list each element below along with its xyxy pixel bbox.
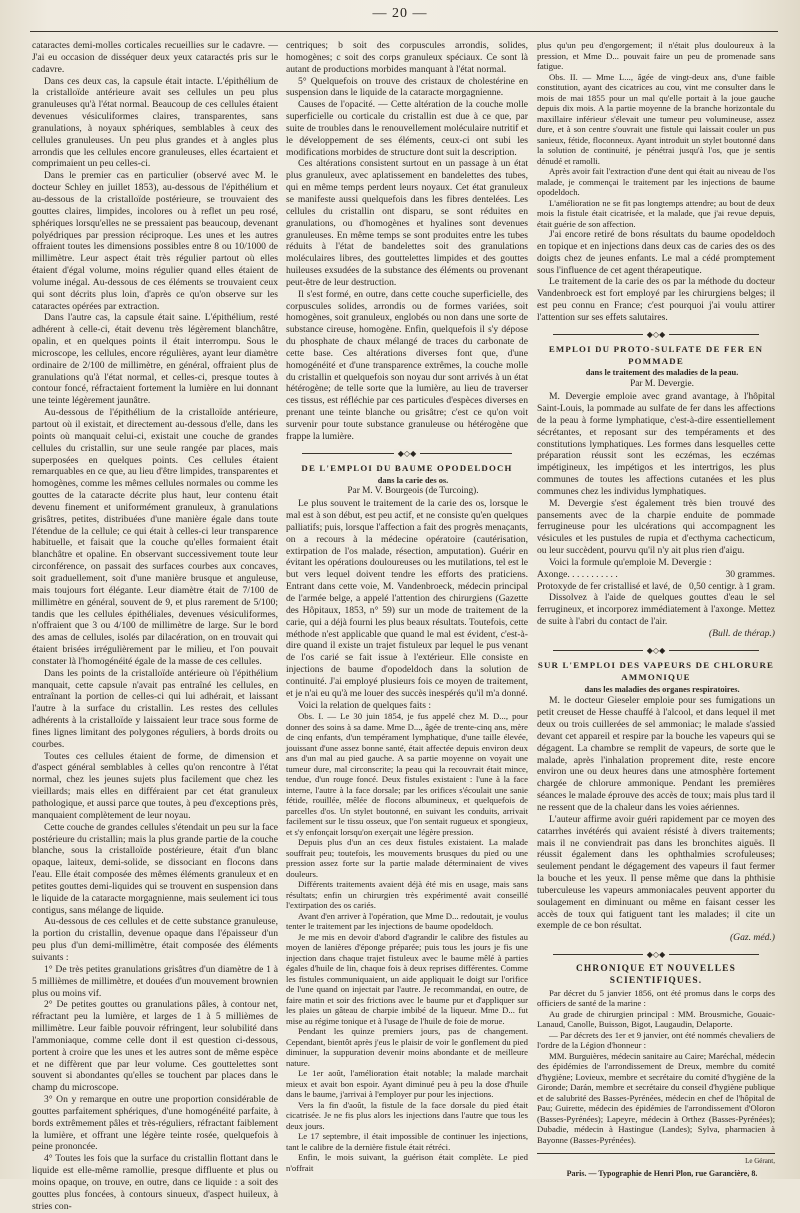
- observation-paragraph: Différents traitements avaient déjà été mis en usage, mais sans résultats; enfin un chirurgien très expérimenté avait conseillé l'extirpation des os cariés.: [286, 879, 528, 911]
- paragraph: Dans le premier cas en particulier (observé avec M. le docteur Schley en juillet 1853), au-dessous de l'épithélium et au-dessous de la cristalloïde postérieure, se trouvaient des gouttes claires, limpides, incolores ou à reflet un peu rosé, sphériques lorsqu'elles ne se pressaient pas beaucoup, devenant polyédriques par pression réciproque. Les unes et les autres offraient toutes les dimensions possibles entre 8 ou 10/1000 de millimètre. Leur aspect était très régulier partout où elles étaient d'égal volume, moins régulier quand elles étaient de volume inégal. Au-dessous de ces éléments se trouvaient ceux qui sont décrits plus loin, d'après ce qu'on observe sur les cataractes opérées par extraction.: [32, 170, 278, 312]
- header-rule: [30, 31, 778, 32]
- paragraph: centriques; b soit des corpuscules arrondis, solides, homogènes; c soit des corps granuleux spéciaux. Ce sont là autant de productions morbides manquant à l'état normal.: [286, 40, 528, 75]
- paragraph: Voici la relation de quelques faits :: [298, 699, 432, 711]
- observation-paragraph: Avant d'en arriver à l'opération, que Mme D... redoutait, je voulus tenter le traitement par les injections de baume opodeldoch.: [286, 910, 528, 932]
- section-title: EMPLOI DU PROTO-SULFATE DE FER EN POMMADE: [548, 343, 764, 366]
- paragraph: 3° On y remarque en outre une proportion considérable de gouttes parfaitement sphériques, d'une homogénéité parfaite, à bords extrêmement pâles et très-réguliers, réfractant faiblement la lumière, et offrant une légère teinte rosée, quelquefois à peine prononcée.: [32, 1094, 278, 1153]
- paragraph: Au-dessous de ces cellules et de cette substance granuleuse, la portion du cristallin, devenue opaque dans l'épaisseur d'un peu plus d'un demi-millimètre, était composée des éléments suivants :: [32, 916, 278, 963]
- section-ornament: ◆◇◆: [553, 329, 759, 339]
- manager-label: Le Gérant,: [745, 1157, 775, 1166]
- section-subtitle: dans le traitement des maladies de la peau.: [585, 368, 739, 378]
- paragraph: Le traitement de la carie des os par la méthode du docteur Vandenbroeck est fort employé par les chirurgiens belges; il est peu connu en France; c'est pourquoi j'ai voulu attirer l'attention sur ses effets salutaires.: [537, 276, 775, 323]
- observation-paragraph: Enfin, le mois suivant, la guérison était complète. Le pied n'offrait: [286, 1152, 528, 1173]
- formula-quantity: 30 grammes.: [725, 568, 775, 580]
- paragraph: Dissolvez à l'aide de quelques gouttes d'eau le sel ferrugineux, et incorporez immédiatement à l'axonge. Mettez de suite à l'abri du contact de l'air.: [537, 592, 775, 628]
- paragraph: Voici la formule qu'emploie M. Devergie :: [549, 556, 712, 568]
- observation-paragraph: Depuis plus d'un an ces deux fistules existaient. La malade souffrait peu; toutefois, les mouvements brusques du pied ou une pression assez forte sur la partie malade déterminaient de vives douleurs.: [286, 837, 528, 879]
- article-author: Par M. V. Bourgeois (de Turcoing).: [347, 486, 479, 497]
- paragraph: Par décret du 5 janvier 1856, ont été promus dans le corps des officiers de santé de la marine :: [537, 987, 775, 1009]
- paragraph: M. le docteur Gieseler emploie pour ses fumigations un petit creuset de Hesse chauffé à l'alcool, et dans lequel il met deux ou trois cuillerées de sel ammoniac; le malade s'assied devant cet appareil et respire par la bouche les vapeurs qui se dégagent. La chambre se remplit de vapeurs, de sorte que le malade, après l'inhalation proprement dite, reste encore environ une ou deux heures dans une atmosphère fortement chargée de chlorure ammonique. Pendant les premières séances le malade éprouve des accès de toux; mais plus tard il ne ressent que de la chaleur dans les voies aériennes.: [537, 695, 775, 813]
- section-title: CHRONIQUE ET NOUVELLES SCIENTIFIQUES.: [575, 964, 737, 986]
- section-ornament: ◆◇◆: [553, 645, 759, 655]
- paragraph: Au grade de chirurgien principal : MM. Brousmiche, Gouaic-Lanaud, Canolle, Buisson, Bigot, Laugaudin, Delaporte.: [537, 1008, 775, 1030]
- paragraph: L'auteur affirme avoir guéri rapidement par ce moyen des catarrhes invétérés qui avaient résisté à divers traitements; mais il ne conviendrait pas dans les bronchites aiguës. Il réussit également dans les ophthalmies scrofuleuses; seulement pendant le dégagement des vapeurs il faut fermer la bouche et les yeux. Il pense même que dans la phthisie tuberculeuse les vapeurs ammoniacales peuvent apporter du soulagement en diminuant ou même en faisant cesser les accès de toux qui fatiguent tant les malades; il cite un exemple de ce bon résultat.: [537, 813, 775, 932]
- paragraph: 2° De petites gouttes ou granulations pâles, à contour net, réfractant peu la lumière, et larges de 1 à 5 millièmes de millimètre. Leur faible pouvoir réfringent, leur solubilité dans l'ammoniaque, comme celle dont il est question ci-dessous, portent à croire que les unes et les autres sont de même espèce et ne diffèrent que par leur volume. Ces gouttelettes sont souvent si abondantes qu'elles se touchent par places dans le champ du microscope.: [32, 999, 278, 1094]
- paragraph: cataractes demi-molles corticales recueillies sur le cadavre. — J'ai eu occasion de disséquer deux yeux cataractés pris sur le cadavre.: [32, 40, 278, 75]
- paragraph: 5° Quelquefois on trouve des cristaux de cholestérine en suspension dans le liquide de la cataracte morgagnienne.: [286, 75, 528, 99]
- paragraph: 1° De très petites granulations grisâtres d'un diamètre de 1 à 5 millièmes de millimètre, et douées d'un mouvement brownien plus ou moins vif.: [32, 963, 278, 999]
- paragraph: Dans l'autre cas, la capsule était saine. L'épithélium, resté adhérent à celle-ci, était devenu très légèrement blanchâtre, opalin, et en quelques points il était interrompu. Sous le microscope, les cellules, encore régulières, ayant leur diamètre ordinaire de 2/100 de millimètre, en général, offraient plus de granulations qu'à l'état normal, et celles-ci, presque toutes à contour foncé, réfractaient fortement la lumière en lui donnant une teinte légèrement jaunâtre.: [32, 312, 278, 407]
- section-ornament: ◆◇◆: [553, 949, 759, 959]
- formula-line: [537, 581, 775, 593]
- observation-paragraph: Le 1er août, l'amélioration était notable; la malade marchait mieux et avait bon espoir. Ayant diminué peu à peu la dose d'huile dans le baume, j'arrivai à l'employer pur pour les injections.: [286, 1068, 528, 1100]
- paragraph: Le plus souvent le traitement de la carie des os, lorsque le mal est à son début, est peu actif, et ne consiste qu'en quelques palliatifs; puis, lorsque l'affection a fait des progrès menaçants, on a recours à la médecine opératoire (cautérisation, extirpation de l'os malade, résection, amputation). Guérir en évitant les opérations douloureuses ou les mutilations, tel est le but vers lequel doivent tendre les efforts des praticiens. Entrant dans cette voie, M. Vandenbroeck, médecin principal de l'armée belge, a appelé l'attention des chirurgiens (Gazette des Hôpitaux, 1853, n° 59) sur un mode de traitement de la carie, qui a déjà fourni les plus beaux résultats. Toutefois, cette méthode n'est applicable que quand le mal est évident, c'est-à-dire quand il existe un trajet fistuleux par lequel le pus venant de l'os carié se fait issue à l'extérieur. Elle consiste en injections de baume d'opodeldoch dans la solution de continuité. J'ai employé plusieurs fois ce moyen de traitement, et je n'ai eu qu'à me louer des succès inespérés qu'il m'a donné.: [286, 498, 528, 699]
- paragraph: MM. Burguières, médecin sanitaire au Caire; Maréchal, médecin des épidémies de l'arrondissement de Dreux, membre du comité d'hygiène; Lovieux, membre et secrétaire du comité d'hygiène de la Gironde; Darán, membre et secrétaire du conseil d'hygiène publique et de salubrité des Basses-Pyrénées, médecin en chef de l'hôpital de Pau; Guirette, médecin des épidémies de l'arrondissement d'Oloron (Basses-Pyrénées); Lapeyre, médecin à Orthez (Basses-Pyrénées); Dubadie, médecin à Hastingue (Landes); Sylva, pharmacien à Bayonne (Basses-Pyrénées).: [537, 1050, 775, 1145]
- paragraph: M. Devergie emploie avec grand avantage, à l'hôpital Saint-Louis, la pommade au sulfate de fer dans les affections de la peau à forme lymphatique, c'est-à-dire essentiellement sécrétantes, et reposant sur des tempéraments et des constitutions lymphatiques. Les formes dans lesquelles cette préparation réussit sont les eczémas, les eczémas impétigineux, les impétigos et les intertrigos, les plus communes de toutes les affections cutanées et les plus communes chez les individus lymphatiques.: [537, 391, 775, 497]
- observation-paragraph: Obs. II. — Mme L..., âgée de vingt-deux ans, d'une faible constitution, ayant des cicatrices au cou, vint me consulter dans le mois de mai 1855 pour un mal qu'elle portait à la joue gauche depuis dix mois. A la partie moyenne de la branche horizontale du maxillaire inférieur s'élevait une tumeur peu volumineuse, assez dure, et à son centre s'ouvrait une fistule qui laissait couler un pus sanieux, fétide, floconneux. Ayant introduit un stylet boutonné dans la solution de continuité, je pénétrai jusqu'à l'os, que je sentis dénudé et ramolli.: [537, 71, 775, 166]
- section-subtitle: dans les maladies des organes respiratoires.: [584, 684, 740, 694]
- page-number: — 20 —: [372, 6, 428, 21]
- column-middle: [286, 40, 528, 1172]
- observation-paragraph: Le 17 septembre, il était impossible de continuer les injections, tant le calibre de la dernière fistule était rétréci.: [286, 1131, 528, 1152]
- column-right: [537, 40, 775, 1179]
- formula-ingredient: Protoxyde de fer cristallisé et lavé, de: [537, 580, 682, 592]
- observation-paragraph: Après avoir fait l'extraction d'une dent qui était au niveau de l'os malade, je commençai le traitement par les injections de baume opodeldoch.: [537, 166, 775, 197]
- observation-paragraph: Je me mis en devoir d'abord d'agrandir le calibre des fistules au moyen de lanières d'éponge préparée; puis tous les jours je fis une injection dans chaque trajet fistuleux avec le baume mêlé à parties égales d'huile de lin, chaque fois à deux reprises différentes. Comme les fistules communiquaient, un aide appliquait le doigt sur l'orifice de l'une quand on injectait par l'autre. Je recommandai, en outre, de faire matin et soir des frictions avec le baume pur et d'appliquer sur les plaies un gâteau de charpie imbibé de la liqueur. Mme D... fut mise au régime tonique et à l'usage de l'huile de foie de morue.: [286, 931, 528, 1026]
- observation-paragraph: plus qu'un peu d'engorgement; il n'était plus douloureux à la pression, et Mme D... pouvait faire un peu de promenade sans fatigue.: [537, 40, 775, 71]
- paragraph: M. Devergie s'est également très bien trouvé des pansements avec de la charpie enduite de pommade ferrugineuse pour les ulcérations qui accompagnent les vésicules et les pustules de rupia et d'ecthyma cachecticum, ou leur succèdent, pourvu qu'il n'y ait plus rien d'aigu.: [537, 497, 775, 557]
- paragraph: Au-dessous de l'épithélium de la cristalloïde antérieure, partout où il existait, et directement au-dessous d'elle, dans les points où manquait celui-ci, existait une couche de grandes cellules du cristallin, sur une seule rangée par places, mais superposées en quelques points. Ces cellules étaient remarquables en ce que, au lieu d'être limpides, transparentes et homogènes, comme les mêmes cellules normales ou comme les gouttes de la cataracte décrite plus haut, leur contenu était devenu finement et uniformément granuleux, à granulations grisâtres, petites, distribuées d'une manière égale dans toute l'étendue de la cellule; ce qui était à celles-ci leur transparence habituelle, et faisait que la couche qu'elles formaient était blanchâtre et opaline. En observant successivement toute leur circonférence, on passait des surfaces courbes aux concaves, soit graduellement, soit d'une manière brusque et anguleuse, mais toujours fort élégante. Leur diamètre était de 7/100 de millimètre en général, souvent de 9, et plus rarement de 5/100; tandis que les cellules épithéliales, devenues vésiculiformes, n'offraient que 3 ou 4/100 de millimètre de large. Sur le bord des amas de cellules, isolés par dilacération, on en trouvait qui étaient brisées irrégulièrement par le milieu, et l'on pouvait constater là l'homogénéité égale de la masse de ces cellules.: [32, 407, 278, 667]
- section-title: DE L'EMPLOI DU BAUME OPODELDOCH: [301, 462, 513, 473]
- paragraph: Cette couche de grandes cellules s'étendait un peu sur la face postérieure du cristallin; mais la plus grande partie de la couche blanche, sous la cristalloïde postérieure, était d'un blanc opaque, laiteux, demi-solide, se dissociant en flocons dans l'eau. Elle était composée des mêmes éléments granuleux et en petites gouttes demi-liquides qui se trouvent en suspension dans le liquide de la cataracte morgagnienne, mais seulement ici tous contigus, sans mélange de liquide.: [32, 821, 278, 916]
- section-title: SUR L'EMPLOI DES VAPEURS DE CHLORURE AMMONIQUE: [537, 659, 775, 682]
- formula-line: [537, 569, 775, 581]
- formula-quantity: 0,50 centigr. à 1 gram.: [688, 580, 775, 592]
- observation-paragraph: Vers la fin d'août, la fistule de la face dorsale du pied était cicatrisée. Je ne fis plus alors les injections dans l'autre que tous les deux jours.: [286, 1099, 528, 1131]
- paragraph: J'ai encore retiré de bons résultats du baume opodeldoch en topique et en injections dans deux cas de caries des os des doigts chez de jeunes enfants. Le mal a cédé promptement sous l'influence de cet agent thérapeutique.: [537, 229, 775, 276]
- observation-paragraph: L'amélioration ne se fit pas longtemps attendre; au bout de deux mois la fistule était cicatrisée, et la malade, que j'ai revue depuis, était guérie de son affection.: [537, 197, 775, 229]
- paragraph: Causes de l'opacité. — Cette altération de la couche molle superficielle ou corticale du cristallin est due à ce que, par suite de troubles dans le renouvellement moléculaire nutritif et le développement de ses éléments, ceux-ci ont subi les modifications morbides de structure dont suit la description.: [286, 99, 528, 158]
- source-reference: (Gaz. méd.): [729, 932, 775, 944]
- observation-paragraph: Obs. I. — Le 30 juin 1854, je fus appelé chez M. D..., pour donner des soins à sa dame. Mme D..., âgée de trente-cinq ans, mère de cinq enfants, d'un tempérament lymphatique, d'une taille élevée, jouissant d'une assez bonne santé, était affectée depuis environ deux ans d'un mal au pied gauche. A sa partie moyenne on voyait une tumeur dure, mal circonscrite; la peau qui la recouvrait était mince, tendue, d'un rouge foncé. Deux fistules existaient : l'une à la face interne, l'autre à la face dorsale; par les orifices s'écoulait une sanie fétide, rouillée, mêlée de flocons albumineux, et quelquefois de parcelles d'os. Un stylet boutonné, en suivant les conduits, arrivait facilement sur le tissu osseux, que l'on sentait rugueux et spongieux, et s'y enfonçait lorsqu'on exerçait une légère pression.: [286, 711, 528, 837]
- paragraph: — Par décrets des 1er et 9 janvier, ont été nommés chevaliers de l'ordre de la Légion d'honneur :: [537, 1029, 775, 1051]
- paragraph: 4° Toutes les fois que la surface du cristallin flottant dans le liquide est elle-même ramollie, presque diffluente et plus ou moins opaque, on trouve, en outre, dans ce liquide : a soit des gouttes plus foncées, à contours sinueux, d'aspect huileux, à stries con-: [32, 1153, 278, 1212]
- printer-imprint: Paris. — Typographie de Henri Plon, rue Garancière, 8.: [566, 1169, 758, 1179]
- section-ornament: ◆◇◆: [302, 448, 512, 458]
- paragraph: Toutes ces cellules étaient de forme, de dimension et d'aspect général semblables à celles qu'on rencontre à l'état normal, chez les jeunes sujets plus facilement que chez les vieillards; mais elles en différaient par cet état granuleux pathologique, et aussi parce que toutes, à peu d'exceptions près, manquaient complètement de leur noyau.: [32, 750, 278, 821]
- formula-ingredient: Axonge. . . . . . . . . . .: [537, 568, 618, 580]
- footer-rule: [537, 1153, 775, 1154]
- section-subtitle: dans la carie des os.: [377, 475, 449, 485]
- paragraph: Il s'est formé, en outre, dans cette couche superficielle, des corpuscules solides, arrondis ou de formes variées, soit homogènes, soit granuleux, englobés ou non dans une sorte de substance cireuse, homogène. Enfin, quelquefois il s'y dépose du phosphate de chaux mélangé de traces du carbonate de cette base. Ces altérations diverses font que, d'une homogénéité et d'une transparence extrêmes, la couche molle du cristallin et quelquefois son noyau dur sont arrivés à un état hétérogène; de telle sorte que la lumière, au lieu de traverser ces tissus, est réfléchie par ces particules d'espèces diverses en prenant une teinte blanche ou grisâtre; c'est ce qu'on voit survenir pour toute substance granuleuse ou hétérogène que frappe la lumière.: [286, 288, 528, 442]
- source-reference: (Bull. de thérap.): [708, 628, 775, 639]
- article-author: Par M. Devergie.: [630, 379, 694, 390]
- paragraph: Ces altérations consistent surtout en un passage à un état plus granuleux, avec aplatissement en bandelettes des tubes, qui en même temps perdent leurs noyaux. Cet état granuleux se manifeste aussi quelquefois dans les fibres dentelées. Les cellules du cristallin ont disparu, se sont réduites en granulations, ou d'homogènes et hyalines sont devenues granuleuses. En même temps se sont produites entre les tubes réduits à l'état de bandelettes soit des granulations moléculaires libres, des gouttelettes limpides et des gouttes huileuses exsudées de la substance des éléments ou provenant peut-être de leur destruction.: [286, 158, 528, 288]
- column-left: [32, 40, 278, 1212]
- observation-paragraph: Pendant les quinze premiers jours, pas de changement. Cependant, bientôt après j'eus le plaisir de voir le gonflement du pied diminuer, la suppuration devenir moins abondante et de meilleure nature.: [286, 1026, 528, 1068]
- paragraph: Dans les points de la cristalloïde antérieure où l'épithélium manquait, cette capsule n'avait pas entraîné les cellules, en entraînant la portion de celles-ci qui lui adhérait, et laissant l'autre à la surface du cristallin. Les restes des cellules adhérents à la cristalloïde y laissaient leur trace sous forme de fines lignes limitant des polygones réguliers, à bords droits ou courbes.: [32, 667, 278, 750]
- paragraph: Dans ces deux cas, la capsule était intacte. L'épithélium de la cristalloïde antérieure avait ses cellules un peu plus granuleuses qu'à l'état normal. Beaucoup de ces cellules étaient devenues vésiculiformes claires, transparentes, sans granulations, à noyaux sphériques, semblables à ceux des cellules granuleuses. Un peu plus grandes et à angles plus arrondis que les cellules encore granuleuses, elles écartaient et comprimaient un peu celles-ci.: [32, 75, 278, 170]
